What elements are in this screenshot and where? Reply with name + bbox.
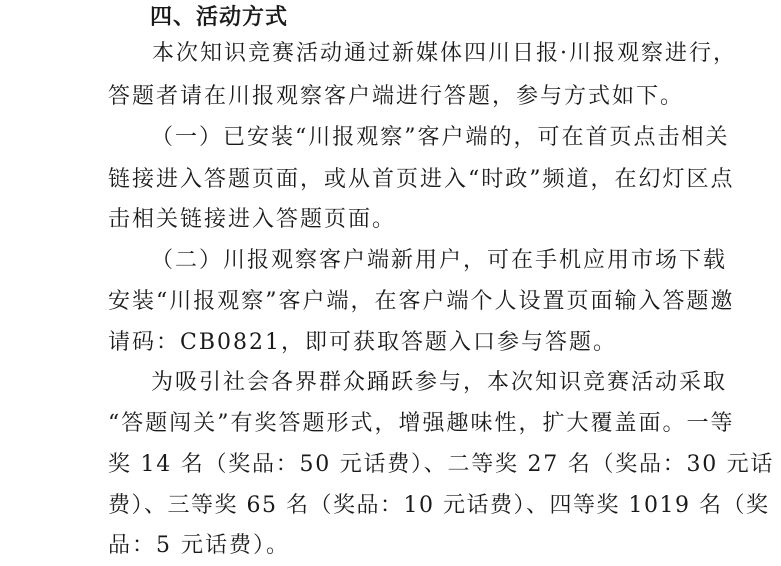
intro-line-2: 答题者请在川报观察客户端进行答题，参与方式如下。 <box>108 84 685 109</box>
prizes-line-5: 品：5 元话费）。 <box>108 533 290 558</box>
section-heading: 四、活动方式 <box>150 5 289 30</box>
method-2-line-1: （二）川报观察客户端新用户，可在手机应用市场下载 <box>151 248 728 273</box>
prizes-line-3: 奖 14 名（奖品：50 元话费）、二等奖 27 名（奖品：30 元话 <box>108 452 775 477</box>
method-1-line-1: （一）已安装“川报观察”客户端的，可在首页点击相关 <box>151 125 730 150</box>
method-1-line-3: 击相关链接进入答题页面。 <box>108 207 397 232</box>
method-1-line-2: 链接进入答题页面，或从首页进入“时政”频道，在幻灯区点 <box>108 167 735 192</box>
prizes-line-4: 费）、三等奖 65 名（奖品：10 元话费）、四等奖 1019 名（奖 <box>108 493 770 518</box>
invite-code-line: 请码：CB0821，即可获取答题入口参与答题。 <box>108 330 617 355</box>
intro-line-1: 本次知识竞赛活动通过新媒体四川日报·川报观察进行， <box>152 41 737 66</box>
method-2-line-2: 安装“川报观察”客户端，在客户端个人设置页面输入答题邀 <box>108 289 735 314</box>
prizes-line-1: 为吸引社会各界群众踊跃参与，本次知识竞赛活动采取 <box>151 370 728 395</box>
prizes-line-2: “答题闯关”有奖答题形式，增强趣味性，扩大覆盖面。一等 <box>108 411 735 436</box>
